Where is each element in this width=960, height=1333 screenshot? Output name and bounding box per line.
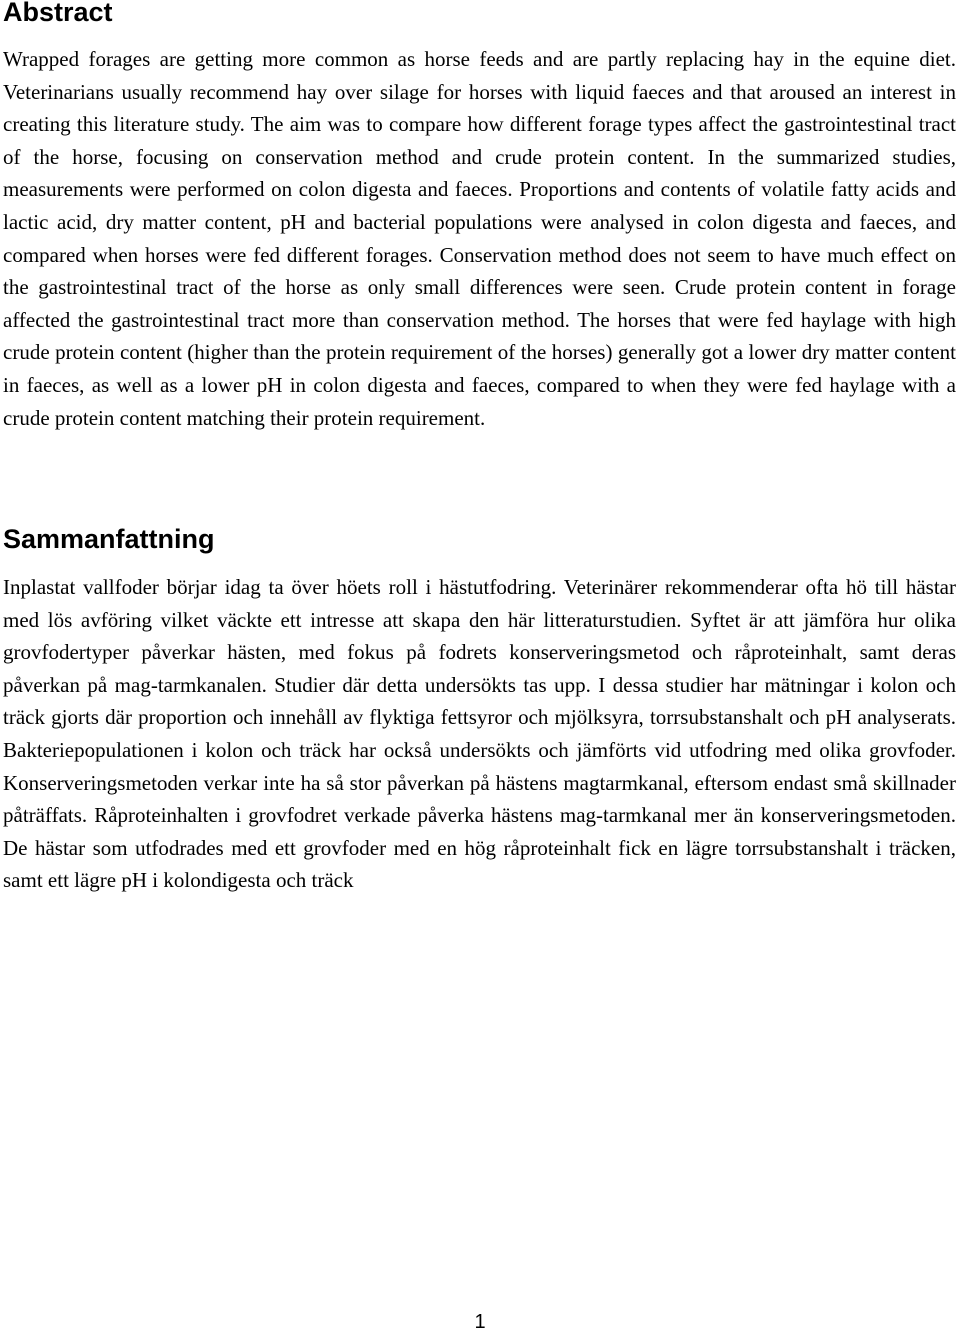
sammanfattning-paragraph: Inplastat vallfoder börjar idag ta över höets roll i hästutfodring. Veterinärer rekommenderar ofta hö till hästar med lös avföring vilket väckte ett intresse att skapa den här litteraturstudien. Syftet är att jämföra hur olika grovfodertyper påverkar hästen, med fokus på fodrets konserveringsmetod och råproteinhalt, samt deras påverkan på mag-tarmkanalen. Studier där detta undersökts tas upp. I dessa studier har mätningar i kolon och träck gjorts där proportion och innehåll av flyktiga fettsyror och mjölksyra, torrsubstanshalt och pH analyserats. Bakteriepopulationen i kolon och träck har också undersökts och jämförts vid utfodring med olika grovfoder. Konserveringsmetoden verkar inte ha så stor påverkan på hästens magtarmkanal, eftersom endast små skillnader påträffats. Råproteinhalten i grovfodret verkade påverka hästens mag-tarmkanal mer än konserveringsmetoden. De hästar som utfodrades med ett grovfoder med en hög råproteinhalt fick en lägre torrsubstanshalt i träcken, samt ett lägre pH i kolondigesta och träck — [3, 575, 956, 893]
sammanfattning-heading: Sammanfattning — [3, 524, 215, 554]
abstract-heading: Abstract — [3, 0, 113, 27]
abstract-paragraph: Wrapped forages are getting more common as horse feeds and are partly replacing hay in the equine diet. Veterinarians usually recommend hay over silage for horses with liquid faeces and that aroused an interest in creating this literature study. The aim was to compare how different forage types affect the gastrointestinal tract of the horse, focusing on conservation method and crude protein content. In the summarized studies, measurements were performed on colon digesta and faeces. Proportions and contents of volatile fatty acids and lactic acid, dry matter content, pH and bacterial populations were analysed in colon digesta and faeces, and compared when horses were fed different forages. Conservation method does not seem to have much effect on the gastrointestinal tract of the horse as only small differences were seen. Crude protein content in forage affected the gastrointestinal tract more than conservation method. The horses that were fed haylage with high crude protein content (higher than the protein requirement of the horses) generally got a lower dry matter content in faeces, as well as a lower pH in colon digesta and faeces, compared to when they were fed haylage with a crude protein content matching their protein requirement. — [3, 47, 956, 430]
page-number: 1 — [474, 1311, 486, 1333]
